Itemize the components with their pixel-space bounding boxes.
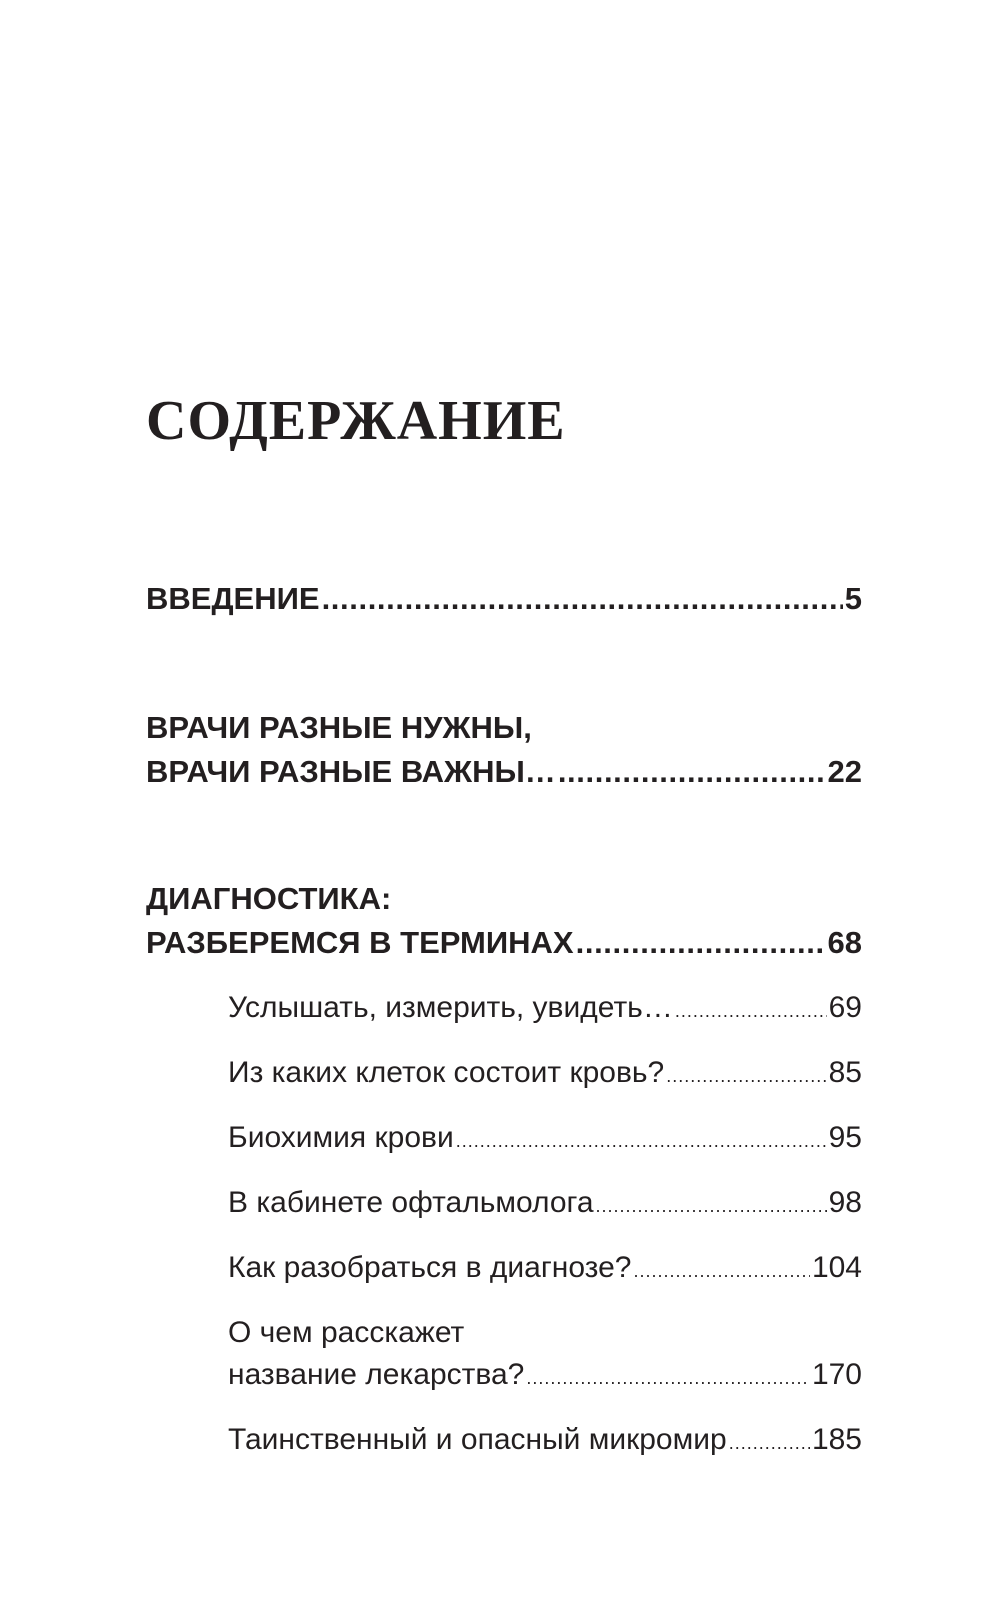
dot-leader <box>322 577 843 621</box>
dot-leader <box>729 1419 810 1464</box>
toc-page-number: 22 <box>827 754 862 789</box>
toc-entry-diagnostics[interactable] <box>146 877 862 965</box>
dot-leader <box>456 1117 827 1162</box>
toc-subentry-blood-cells[interactable] <box>228 1052 862 1097</box>
toc-subentry-line <box>228 1312 862 1354</box>
toc-entry-title: ДИАГНОСТИКА: <box>146 881 392 916</box>
toc-subentry-diagnosis[interactable] <box>228 1247 862 1292</box>
toc-subentry-line <box>228 1182 862 1227</box>
toc-entry-title: ВВЕДЕНИЕ <box>146 581 320 616</box>
toc-entry-introduction[interactable] <box>146 577 862 621</box>
page-title: СОДЕРЖАНИЕ <box>146 390 566 452</box>
toc-entry-doctors[interactable] <box>146 706 862 794</box>
toc-page-number: 85 <box>828 1056 862 1089</box>
dot-leader <box>596 1182 827 1227</box>
toc-subentry-microworld[interactable] <box>228 1419 862 1464</box>
toc-page-number: 95 <box>828 1121 862 1154</box>
toc-entry-title: ВРАЧИ РАЗНЫЕ ВАЖНЫ… <box>146 754 556 789</box>
toc-page-number: 68 <box>827 925 862 960</box>
toc-subentry-title: В кабинете офтальмолога <box>228 1186 594 1219</box>
toc-subentry-title: Из каких клеток состоит кровь? <box>228 1056 665 1089</box>
toc-subentry-blood-biochemistry[interactable] <box>228 1117 862 1162</box>
toc-subentry-title: Биохимия крови <box>228 1121 454 1154</box>
toc-subentry-title: О чем расскажет <box>228 1316 465 1349</box>
toc-page-number: 170 <box>811 1358 862 1391</box>
toc-entry-line <box>146 921 862 965</box>
toc-entry-line <box>146 577 862 621</box>
toc-page-number: 185 <box>811 1423 862 1456</box>
toc-subentry-line <box>228 1247 862 1292</box>
toc-page-number: 98 <box>828 1186 862 1219</box>
dot-leader <box>526 1354 810 1399</box>
dot-leader <box>675 987 827 1032</box>
toc-page-number: 69 <box>828 991 862 1024</box>
toc-subentry-line <box>228 1052 862 1097</box>
toc-subentry-title: Как разобраться в диагнозе? <box>228 1251 632 1284</box>
toc-entry-title: ВРАЧИ РАЗНЫЕ НУЖНЫ, <box>146 710 532 745</box>
toc-entry-line <box>146 706 862 750</box>
toc-page-number: 104 <box>811 1251 862 1284</box>
toc-subentry-ophthalmologist[interactable] <box>228 1182 862 1227</box>
toc-subentry-line <box>228 1354 862 1399</box>
toc-subentry-line <box>228 987 862 1032</box>
dot-leader <box>633 1247 809 1292</box>
toc-subentry-line <box>228 1117 862 1162</box>
toc-subentry-title: Таинственный и опасный микромир <box>228 1423 727 1456</box>
dot-leader <box>558 750 826 794</box>
toc-subentry-title: название лекарства? <box>228 1358 525 1391</box>
dot-leader <box>576 921 826 965</box>
toc-entry-line <box>146 750 862 794</box>
toc-subentry-line <box>228 1419 862 1464</box>
toc-subentry-hear-measure-see[interactable] <box>228 987 862 1032</box>
toc-entry-line <box>146 877 862 921</box>
toc-page-number: 5 <box>844 581 862 616</box>
toc-entry-title: РАЗБЕРЕМСЯ В ТЕРМИНАХ <box>146 925 574 960</box>
toc-subentry-drug-names[interactable] <box>228 1312 862 1399</box>
dot-leader <box>666 1052 826 1097</box>
toc-subentry-title: Услышать, измерить, увидеть… <box>228 991 673 1024</box>
